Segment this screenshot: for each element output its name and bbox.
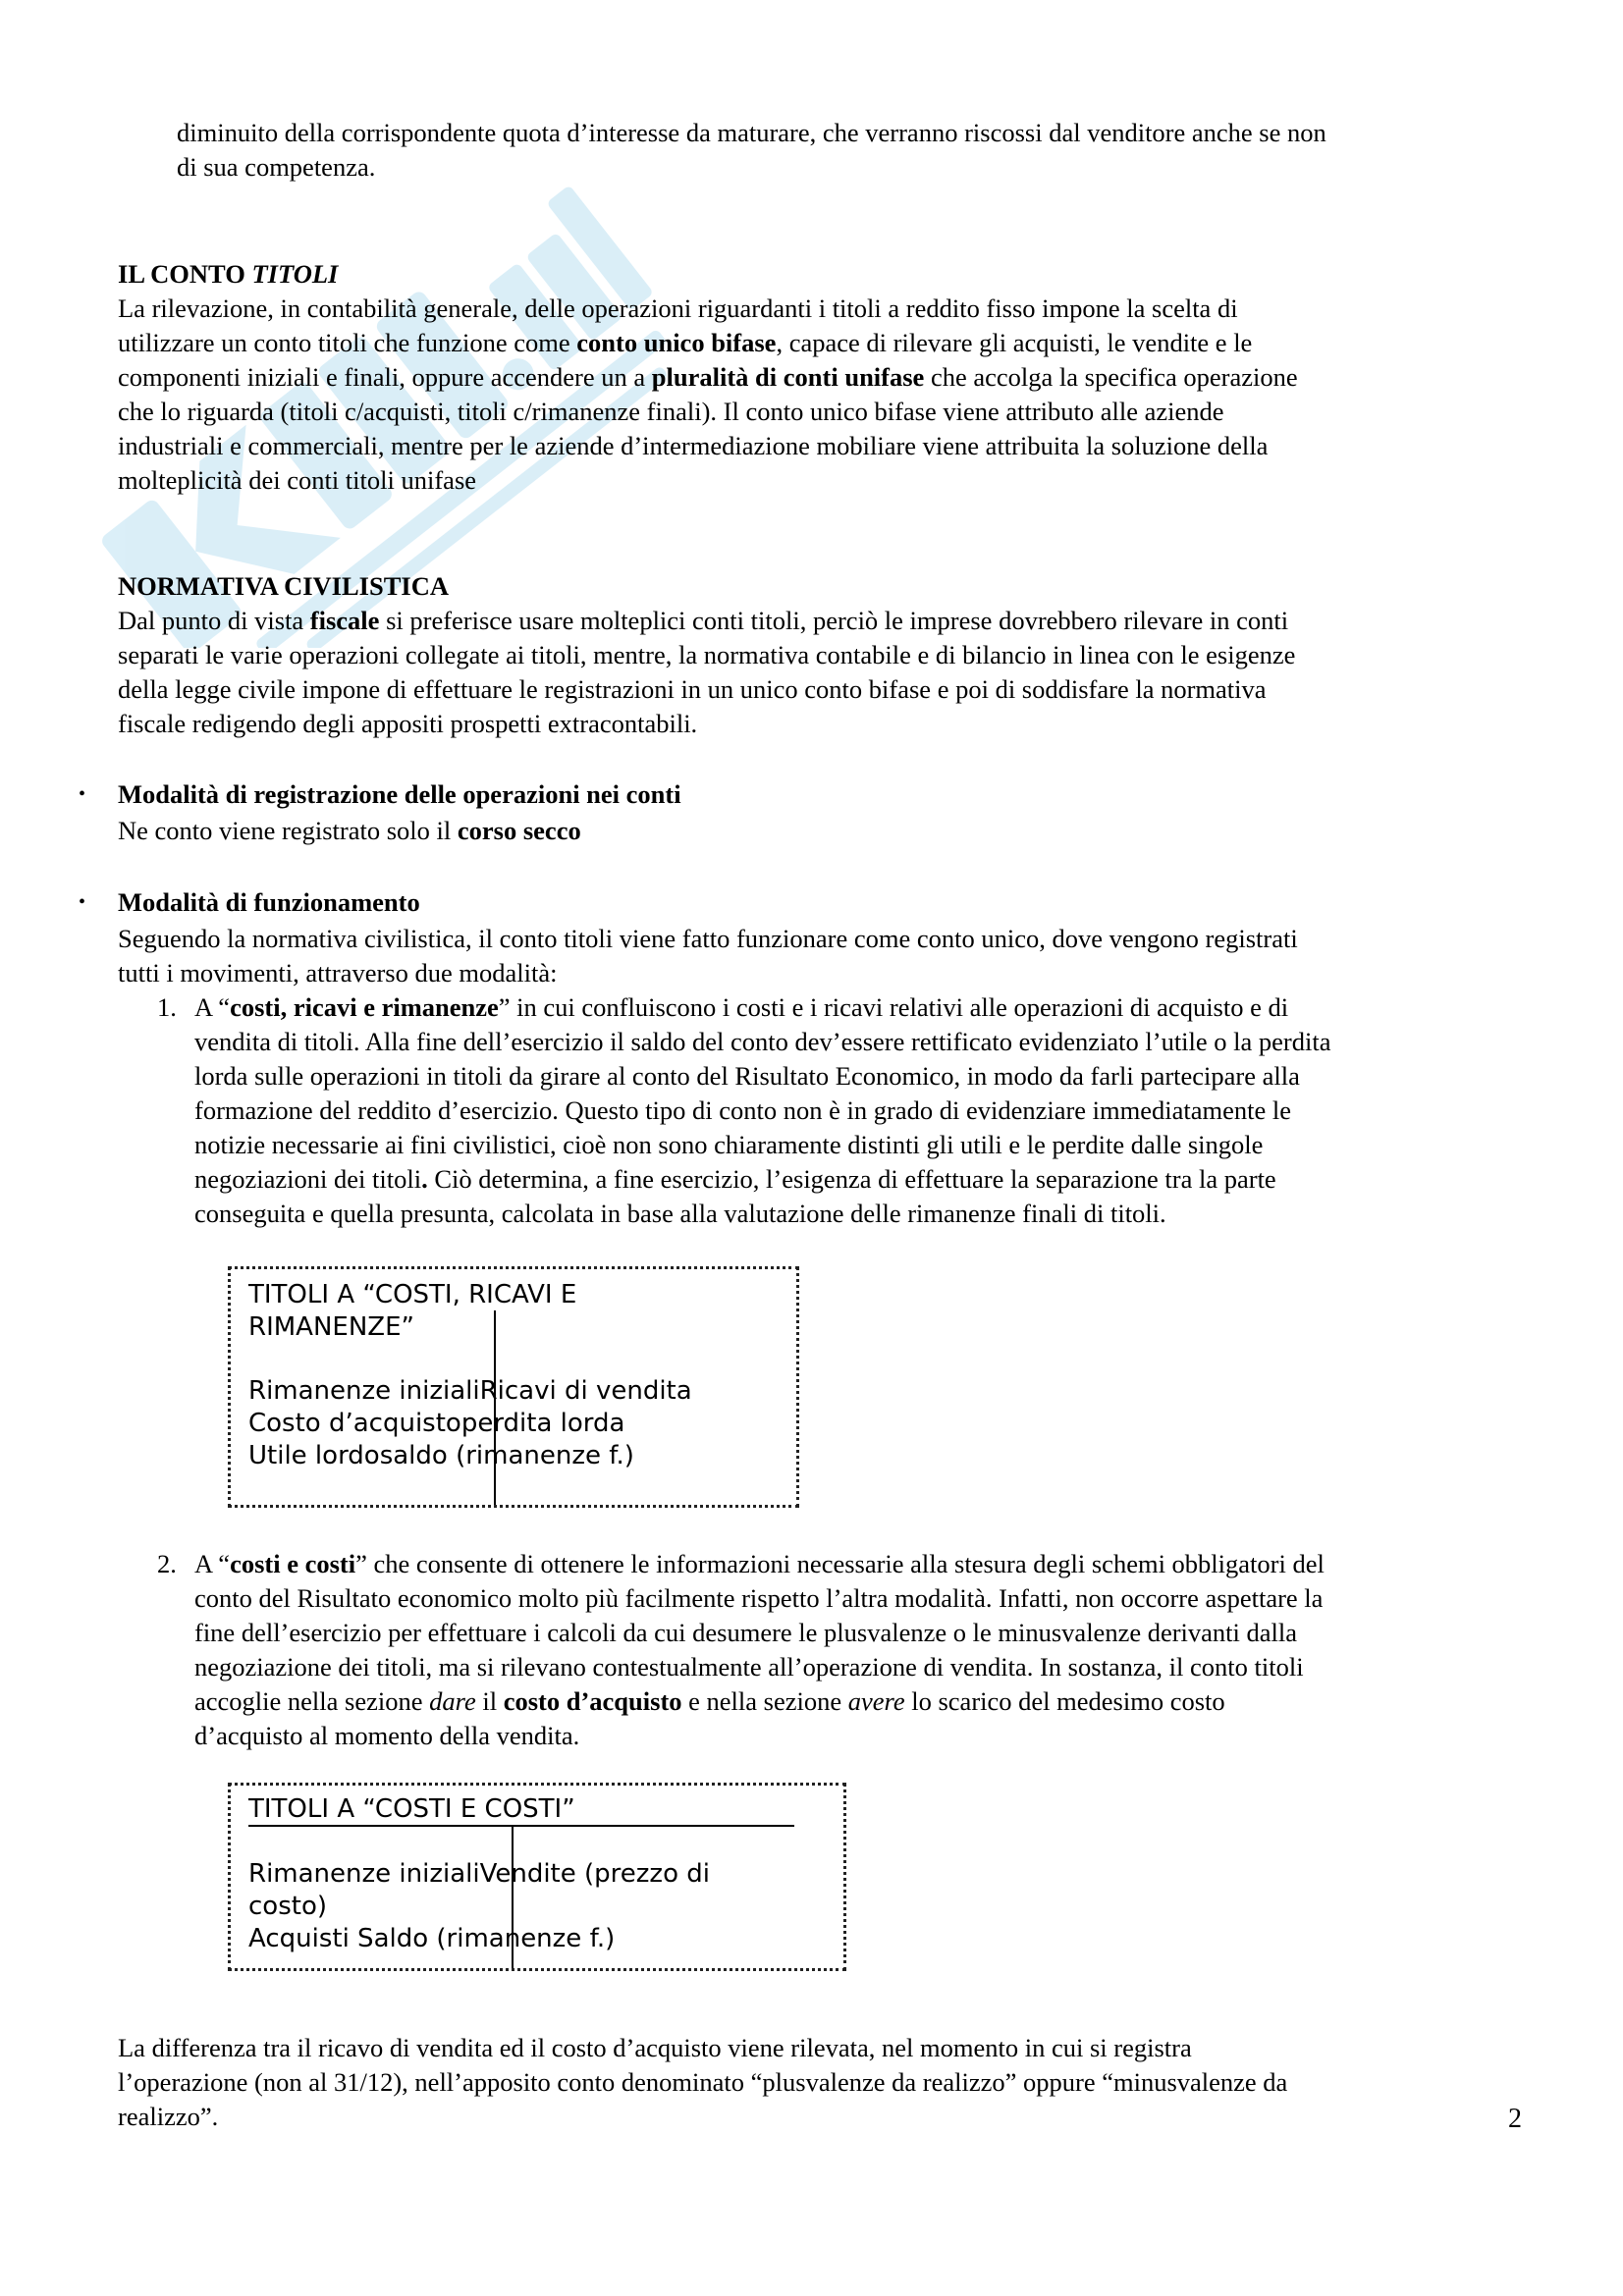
conto-titoli-line-1	[118, 292, 1238, 326]
item-2-line-3	[194, 1616, 1297, 1650]
normativa-line-4	[118, 707, 697, 741]
item-2-line-2	[194, 1581, 1323, 1616]
intro-line-2	[177, 150, 375, 185]
item-2-text-2: conto del Risultato economico molto più facilmente rispetto l’altra modalità. Infatti, non occorre aspettare la	[194, 1583, 1324, 1613]
bullet-2-text-2: tutti i movimenti, attraverso due modalità:	[118, 958, 558, 988]
bullet-1-marker: •	[79, 783, 86, 805]
intro-text-2: di sua competenza.	[177, 152, 376, 182]
closing-text-1: La differenza tra il ricavo di vendita ed il costo d’acquisto viene rilevata, nel momento in cui si registra	[118, 2033, 1192, 2062]
normativa-line-1	[118, 604, 1288, 638]
item-1-line-6	[194, 1162, 1276, 1197]
item-1-line-4	[194, 1094, 1291, 1128]
heading-conto-titoli-text: IL CONTO	[118, 259, 252, 289]
conto-titoli-text-3b: che accolga la specifica operazione	[924, 362, 1298, 392]
item-1-text-6a: negoziazioni dei titoli	[194, 1164, 422, 1194]
costi-e-costi: costi e costi	[230, 1549, 356, 1578]
item-1-text-1a: A “	[194, 992, 231, 1022]
item-1-text-1b: ” in cui confluiscono i costi e i ricavi relativi alle operazioni di acquisto e di	[498, 992, 1289, 1022]
normativa-text-1a: Dal punto di vista	[118, 606, 310, 635]
costo-acquisto-bold: costo d’acquisto	[503, 1686, 682, 1716]
normativa-text-2: separati le varie operazioni collegate ai titoli, mentre, la normativa contabile e di bilancio in linea con le esigenze	[118, 640, 1296, 669]
item-2-line-4	[194, 1650, 1304, 1684]
conto-titoli-text-1: La rilevazione, in contabilità generale, delle operazioni riguardanti i titoli a reddito fisso impone la scelta di	[118, 294, 1238, 323]
t-account-costi-ricavi-rimanenze	[228, 1266, 799, 1508]
item-1-number: 1.	[157, 992, 177, 1022]
closing-line-3	[118, 2100, 218, 2134]
item-1-line-3	[194, 1059, 1300, 1094]
normativa-line-2	[118, 638, 1295, 672]
heading-conto-titoli-italic: TITOLI	[251, 259, 339, 289]
bullet-1-text	[118, 814, 581, 848]
item-1-text-2: vendita di titoli. Alla fine dell’esercizio il saldo del conto dev’essere rettificato evidenziato l’utile o la perdita	[194, 1027, 1331, 1056]
conto-titoli-line-5	[118, 429, 1268, 463]
item-2-text-5c: e nella sezione	[681, 1686, 848, 1716]
t-account-costi-e-costi	[228, 1783, 846, 1971]
conto-titoli-line-6	[118, 463, 476, 498]
closing-text-2: l’operazione (non al 31/12), nell’apposito conto denominato “plusvalenze da realizzo” oppure “minusvalenze da	[118, 2067, 1288, 2097]
normativa-line-3	[118, 672, 1267, 707]
normativa-text-1b: si preferisce usare molteplici conti titoli, perciò le imprese dovrebbero rilevare in conti	[379, 606, 1289, 635]
heading-normativa: NORMATIVA CIVILISTICA	[118, 571, 449, 601]
corso-secco: corso secco	[457, 816, 581, 845]
item-1-bold-dot: .	[421, 1164, 428, 1194]
bullet-2-title: Modalità di funzionamento	[118, 887, 420, 917]
box-1-row-1: Rimanenze inizialiRicavi di vendita	[248, 1376, 692, 1406]
intro-text-1: diminuito della corrispondente quota d’interesse da maturare, che verranno riscossi dal venditore anche se non	[177, 118, 1326, 147]
normativa-text-4: fiscale redigendo degli appositi prospetti extracontabili.	[118, 709, 698, 738]
item-1-text-5: notizie necessarie ai fini civilistici, cioè non sono chiaramente distinti gli utili e le perdite dalle singole	[194, 1130, 1264, 1159]
page-number: 2	[1508, 2104, 1522, 2134]
conto-titoli-text-5: industriali e commerciali, mentre per le aziende d’intermediazione mobiliare viene attribuita la soluzione della	[118, 431, 1269, 460]
box-2-row-3: Acquisti Saldo (rimanenze f.)	[248, 1924, 616, 1953]
bullet-1-title: Modalità di registrazione delle operazioni nei conti	[118, 779, 681, 809]
conto-titoli-line-4	[118, 395, 1224, 429]
closing-line-2	[118, 2065, 1287, 2100]
conto-titoli-text-2b: , capace di rilevare gli acquisti, le vendite e le	[776, 328, 1253, 357]
bullet-2-text-1: Seguendo la normativa civilistica, il conto titoli viene fatto funzionare come conto unico, dove vengono registrati	[118, 924, 1298, 953]
bullet-1-text-a: Ne conto viene registrato solo il	[118, 816, 458, 845]
item-2-number: 2.	[157, 1549, 177, 1578]
intro-line-1	[177, 116, 1532, 150]
item-2-text-1a: A “	[194, 1549, 231, 1578]
pluralita-conti-unifase: pluralità di conti unifase	[651, 362, 925, 392]
box-2-title-rule	[248, 1825, 794, 1827]
costi-ricavi-rimanenze: costi, ricavi e rimanenze	[230, 992, 499, 1022]
item-1-text-6b: Ciò determina, a fine esercizio, l’esigenza di effettuare la separazione tra la parte	[427, 1164, 1276, 1194]
box-1-title-line-1: TITOLI A “COSTI, RICAVI E	[248, 1280, 577, 1309]
box-2-row-1: Rimanenze inizialiVendite (prezzo di	[248, 1859, 710, 1889]
item-2-text-5b: il	[475, 1686, 504, 1716]
conto-titoli-text-2a: utilizzare un conto titoli che funzione come	[118, 328, 577, 357]
item-2-line-6	[194, 1719, 579, 1753]
normativa-text-3: della legge civile impone di effettuare le registrazioni in un unico conto bifase e poi di soddisfare la normativa	[118, 674, 1267, 704]
item-2-text-6: d’acquisto al momento della vendita.	[194, 1721, 580, 1750]
item-2-line-1	[194, 1547, 1325, 1581]
fiscale-bold: fiscale	[309, 606, 380, 635]
item-1-line-5	[194, 1128, 1263, 1162]
item-2-text-3: fine dell’esercizio per effettuare i calcoli da cui desumere le plusvalenze o le minusvalenze derivanti dalla	[194, 1618, 1298, 1647]
conto-titoli-text-4: che lo riguarda (titoli c/acquisti, titoli c/rimanenze finali). Il conto unico bifase viene attributo alle aziende	[118, 397, 1224, 426]
box-1-row-2: Costo d’acquistoperdita lorda	[248, 1409, 625, 1438]
conto-titoli-text-3a: componenti iniziali e finali, oppure accendere un a	[118, 362, 652, 392]
item-1-line-1	[194, 990, 1288, 1025]
conto-titoli-line-2	[118, 326, 1252, 360]
bullet-2-line-1	[118, 922, 1298, 956]
heading-conto-titoli	[118, 257, 338, 292]
item-1-line-7	[194, 1197, 1166, 1231]
conto-unico-bifase: conto unico bifase	[576, 328, 777, 357]
closing-text-3: realizzo”.	[118, 2102, 219, 2131]
bullet-2-marker: •	[79, 891, 86, 913]
box-1-title-line-2: RIMANENZE”	[248, 1312, 414, 1342]
item-2-text-5a: accoglie nella sezione	[194, 1686, 430, 1716]
item-2-line-5	[194, 1684, 1225, 1719]
box-2-title: TITOLI A “COSTI E COSTI”	[248, 1794, 575, 1824]
avere-italic: avere	[847, 1686, 905, 1716]
box-2-row-2: costo)	[248, 1892, 327, 1921]
item-1-text-4: formazione del reddito d’esercizio. Questo tipo di conto non è in grado di evidenziare immediatamente le	[194, 1095, 1292, 1125]
item-1-line-2	[194, 1025, 1331, 1059]
bullet-2-line-2	[118, 956, 557, 990]
item-1-text-7: conseguita e quella presunta, calcolata in base alla valutazione delle rimanenze finali di titoli.	[194, 1199, 1166, 1228]
dare-italic: dare	[429, 1686, 476, 1716]
conto-titoli-text-6: molteplicità dei conti titoli unifase	[118, 465, 477, 495]
item-1-text-3: lorda sulle operazioni in titoli da girare al conto del Risultato Economico, in modo da farli partecipare alla	[194, 1061, 1300, 1091]
item-2-text-4: negoziazione dei titoli, ma si rilevano contestualmente all’operazione di vendita. In sostanza, il conto titoli	[194, 1652, 1304, 1682]
closing-line-1	[118, 2031, 1192, 2065]
conto-titoli-line-3	[118, 360, 1298, 395]
box-1-row-3: Utile lordosaldo (rimanenze f.)	[248, 1441, 634, 1470]
item-2-text-5d: lo scarico del medesimo costo	[904, 1686, 1225, 1716]
item-2-text-1b: ” che consente di ottenere le informazioni necessarie alla stesura degli schemi obbligatori del	[355, 1549, 1325, 1578]
